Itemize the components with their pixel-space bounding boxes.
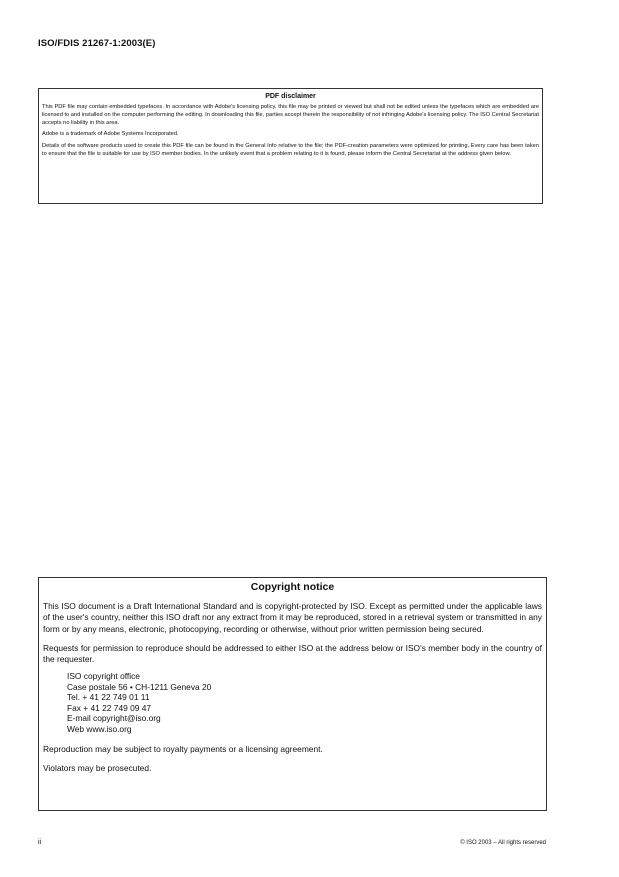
address-line: Fax + 41 22 749 09 47 <box>67 702 152 713</box>
disclaimer-title: PDF disclaimer <box>265 93 316 100</box>
disclaimer-paragraph: This PDF file may contain embedded typefaces. In accordance with Adobe's licensing policy, this file may be printed or viewed but shall not be edited unless the typefaces which are embedded are licensed to and installed on the computer performing the editing. In downloading this file, parties accept therein the responsibility of not infringing Adobe's licensing policy. The ISO Central Secretariat accepts no liability in this area. <box>42 104 539 126</box>
copyright-notice-box <box>38 577 547 811</box>
copyright-requests: Requests for permission to reproduce should be addressed to either ISO at the address below or ISO's member body in the country of the requester. <box>43 642 542 665</box>
footer-copyright: © ISO 2003 – All rights reserved <box>460 840 546 846</box>
document-id: ISO/FDIS 21267-1:2003(E) <box>38 38 156 49</box>
address-line-email[interactable]: E-mail copyright@iso.org <box>67 713 161 724</box>
copyright-intro: This ISO document is a Draft International Standard and is copyright-protected by ISO. Except as permitted under the applicable laws of the user's country, neither this ISO draft nor any extract from it may be reproduced, stored in a retrieval system or transmitted in any form or by any means, electronic, photocopying, recording or otherwise, without prior written permission being secured. <box>43 601 542 634</box>
pdf-disclaimer-box <box>38 88 543 204</box>
page-number: ii <box>38 839 42 846</box>
disclaimer-paragraph: Adobe is a trademark of Adobe Systems Incorporated. <box>42 131 179 138</box>
address-line: Tel. + 41 22 749 01 11 <box>67 692 150 703</box>
copyright-title: Copyright notice <box>250 581 335 593</box>
iso-address-block <box>67 671 542 733</box>
address-line: ISO copyright office <box>67 671 140 682</box>
copyright-violators: Violators may be prosecuted. <box>43 763 152 774</box>
address-line: Case postale 56 • CH-1211 Geneva 20 <box>67 681 212 692</box>
copyright-royalty: Reproduction may be subject to royalty payments or a licensing agreement. <box>43 743 323 754</box>
disclaimer-paragraph: Details of the software products used to create this PDF file can be found in the General Info relative to the file; the PDF-creation parameters were optimized for printing. Every care has been taken to ensure that the file is suitable for use by ISO member bodies. In the unlikely event that a problem relating to it is found, please inform the Central Secretariat at the address given below. <box>42 143 539 157</box>
address-line-web[interactable]: Web www.iso.org <box>67 723 132 734</box>
